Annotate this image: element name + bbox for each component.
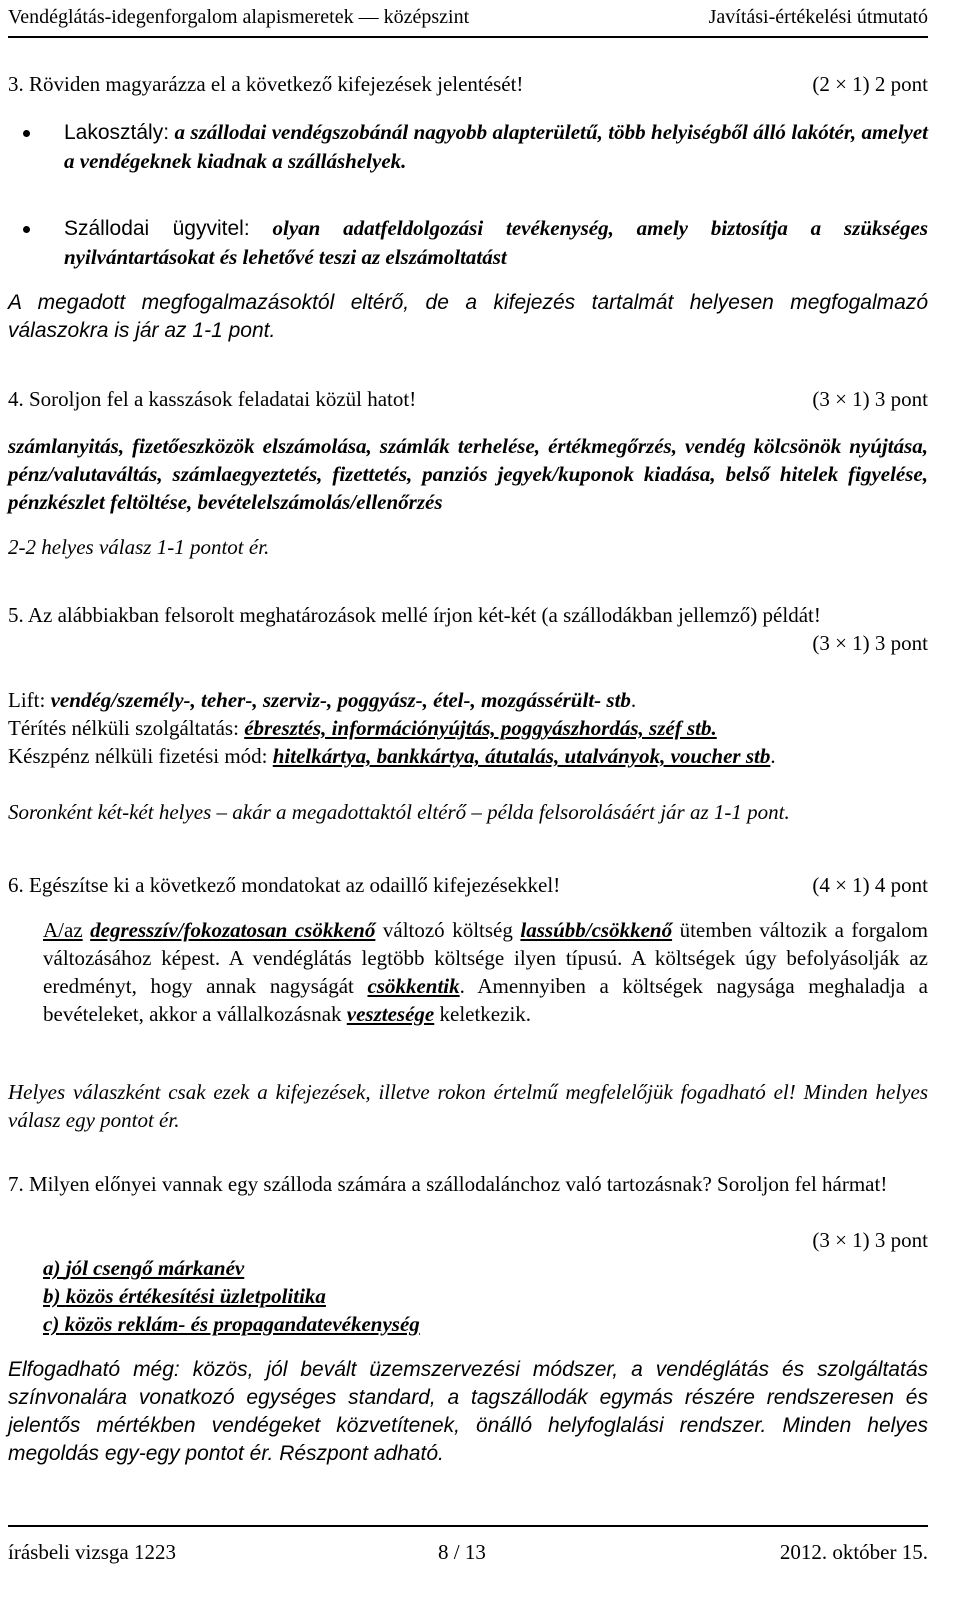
q4-answer: számlanyitás, fizetőeszközök elszámolása, számlák terhelése, értékmegőrzés, vendég kölcsönök nyújtása, pénz/valutaváltás, számlaegyeztetés, fizettetés, panziós jegyek/kuponok kiadása, belső hitelek figyelése, pénzkészlet feltöltése, bevételelszámolás/ellenőrzés <box>8 434 928 514</box>
footer-date: 2012. október 15. <box>779 1540 928 1564</box>
q6-blank-3: csökkentik <box>367 974 460 998</box>
q5-question <box>8 601 928 629</box>
q6-text-3: . Amennyiben a költségek nagysága meghaladja a bevételeket, akkor a vállalkozásnak <box>43 974 928 1026</box>
footer-divider <box>8 1525 928 1527</box>
q3-item-2 <box>8 214 928 271</box>
q5-row-2 <box>8 714 928 742</box>
q5-row1-label: Lift: <box>8 688 46 712</box>
q3-note: A megadott megfogalmazásoktól eltérő, de a kifejezés tartalmát helyesen megfogalmazó válaszokra is jár az 1-1 pont. <box>8 291 928 342</box>
header-title: Vendéglátás-idegenforgalom alapismeretek — középszint <box>8 6 470 28</box>
q5-points-row <box>8 629 928 657</box>
q3-question <box>8 70 928 98</box>
q5-row2-answer: ébresztés, információnyújtás, poggyászhordás, széf stb. <box>244 716 717 740</box>
q4-points: (3 × 1) 3 pont <box>812 387 928 411</box>
header-subtitle: Javítási-értékelési útmutató <box>708 6 928 28</box>
q6-question-text: 6. Egészítse ki a következő mondatokat az odaillő kifejezésekkel! <box>8 873 561 897</box>
q7-question: 7. Milyen előnyei vannak egy szálloda számára a szállodalánchoz való tartozásnak? Soroljon fel hármat! <box>8 1172 888 1196</box>
q7-item-c-label: c) <box>43 1312 60 1336</box>
q5-row2-label: Térítés nélküli szolgáltatás: <box>8 716 239 740</box>
q7-item-b-text: közös értékesítési üzletpolitika <box>65 1284 326 1308</box>
q7-item-a-label: a) <box>43 1256 61 1280</box>
bullet-icon <box>23 130 30 137</box>
q3-question-text: 3. Röviden magyarázza el a következő kifejezések jelentését! <box>8 72 524 96</box>
q3-item2-answer: olyan adatfeldolgozási tevékenység, amely biztosítja a szükséges nyilvántartásokat és lehetővé teszi az elszámoltatást <box>64 216 928 269</box>
bullet-icon <box>23 226 30 233</box>
q6-blank-4: vesztesége <box>346 1002 435 1026</box>
q3-item2-term: Szállodai ügyvitel: <box>64 217 250 240</box>
q6-text-2: ütemben változik a forgalom változásához képest. A vendéglátás legtöbb költsége ilyen típusú. A költségek úgy befolyásolják az eredményt, hogy annak nagyságát <box>43 918 929 998</box>
q7-item-a-text: jól csengő márkanév <box>65 1256 245 1280</box>
q3-points: (2 × 1) 2 pont <box>812 72 928 96</box>
q5-note: Soronként két-két helyes – akár a megadottaktól eltérő – példa felsorolásáért jár az 1-1 pont. <box>8 800 790 824</box>
q7-item-c <box>43 1310 928 1338</box>
q5-row-3: Készpénz nélküli fizetési mód: hitelkártya, bankkártya, átutalás, utalványok, voucher stb. <box>8 744 776 768</box>
q6-note: Helyes válaszként csak ezek a kifejezések, illetve rokon értelmű megfelelőjük fogadható el! Minden helyes válasz egy pontot ér. <box>8 1080 928 1132</box>
q6-text-1: változó költség <box>382 918 513 942</box>
q6-question <box>8 871 928 899</box>
q7-item-b-label: b) <box>43 1284 61 1308</box>
page-header <box>8 2 928 38</box>
q6-sentences <box>43 916 928 1028</box>
q7-points-row <box>8 1226 928 1254</box>
q7-item-c-text: közös reklám- és propagandatevékenység <box>64 1312 420 1336</box>
q6-text-4: keletkezik. <box>439 1002 532 1026</box>
q5-row3-label: Készpénz nélküli fizetési mód: <box>8 744 268 768</box>
q4-question <box>8 385 928 413</box>
q3-item1-term: Lakosztály: <box>64 121 170 144</box>
q7-note: Elfogadható még: közös, jól bevált üzemszervezési módszer, a vendéglátás és szolgáltatás színvonalára vonatkozó egységes standard, a tagszállodák egymás részére rendszeresen és jelentős mértékben vendégeket közvetítenek, önálló helyfoglalási rendszer. Minden helyes megoldás egy-egy pontot ér. Részpont adható. <box>8 1358 928 1465</box>
q6-blank-1a: A/az <box>43 918 83 942</box>
q7-points: (3 × 1) 3 pont <box>812 1228 928 1252</box>
q5-row-1: Lift: vendég/személy-, teher-, szerviz-, poggyász-, étel-, mozgássérült- stb. <box>8 688 637 712</box>
q6-blank-1b: degresszív/fokozatosan csökkenő <box>90 918 376 942</box>
footer-page-number: 8 / 13 <box>438 1540 486 1564</box>
q4-question-text: 4. Soroljon fel a kasszások feladatai közül hatot! <box>8 387 417 411</box>
q5-row3-answer: hitelkártya, bankkártya, átutalás, utalványok, voucher stb <box>272 744 771 768</box>
q6-blank-2: lassúbb/csökkenő <box>520 918 673 942</box>
q7-item-a <box>43 1254 928 1282</box>
q5-question-text: 5. Az alábbiakban felsorolt meghatározások mellé írjon két-két (a szállodákban jellemző) példát! <box>8 603 821 627</box>
q5-points: (3 × 1) 3 pont <box>812 631 928 655</box>
footer-exam-id: írásbeli vizsga 1223 <box>8 1540 176 1564</box>
q3-item1-answer: a szállodai vendégszobánál nagyobb alapterületű, több helyiségből álló lakótér, amelyet a vendégeknek kiadnak a szálláshelyek. <box>64 120 929 173</box>
q4-note: 2-2 helyes válasz 1-1 pontot ér. <box>8 535 270 559</box>
q6-points: (4 × 1) 4 pont <box>812 873 928 897</box>
q7-item-b <box>43 1282 928 1310</box>
q5-row1-answer: vendég/személy-, teher-, szerviz-, poggyász-, étel-, mozgássérült- stb <box>50 688 631 712</box>
q3-item-1 <box>8 118 928 175</box>
